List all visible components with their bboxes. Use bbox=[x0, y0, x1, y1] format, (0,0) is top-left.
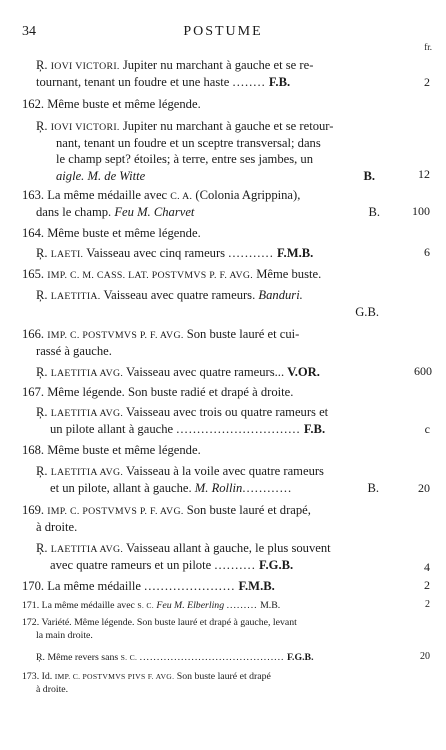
entry-171: 171. La même médaille avec S. C. Feu M. Elberling ......... M.B. bbox=[22, 600, 281, 611]
entry-170: 170. La même médaille ...................... F.M.B. bbox=[22, 579, 275, 593]
reverse-entry-jupiter-2: Ŗ. IOVI VICTORI. Jupiter nu marchant à gauche et se retour- nant, tenant un foudre et un sceptre transversal; dans le champ sept? étoiles; à terre, entre ses jambes, un aigle. M. de Witte B. bbox=[36, 119, 375, 183]
price: 600 bbox=[414, 364, 432, 378]
reverse-entry-laetitia-banduri: Ŗ. LAETITIA. Vaisseau avec quatre rameurs. Banduri. G.B. bbox=[36, 288, 379, 319]
entry-172: 172. Variété. Même légende. Son buste lauré et drapé à gauche, levant la main droite. bbox=[22, 617, 297, 641]
price: 20 bbox=[420, 651, 430, 662]
entry-164: 164. Même buste et même légende. bbox=[22, 226, 201, 240]
reverse-entry-laeti: Ŗ. LAETI. Vaisseau avec cinq rameurs ........... F.M.B. bbox=[36, 246, 314, 260]
rev-marker: Ŗ. bbox=[36, 58, 48, 72]
price: 2 bbox=[424, 578, 430, 592]
price: 2 bbox=[425, 599, 430, 610]
entry-167: 167. Même légende. Son buste radié et drapé à droite. bbox=[22, 385, 294, 399]
reverse-entry-laetitia-pilot: Ŗ. LAETITIA AVG. Vaisseau avec trois ou quatre rameurs et un pilote allant à gauche .............................. F.B. bbox=[36, 405, 329, 436]
price: 12 bbox=[418, 167, 430, 181]
reverse-entry-meme-revers: Ŗ. Même revers sans S. C. .......................................... F.G.B. bbox=[36, 652, 314, 663]
price: 100 bbox=[412, 204, 430, 218]
entry-168: 168. Même buste et même légende. bbox=[22, 443, 201, 457]
price: 20 bbox=[418, 481, 430, 495]
entry-163: 163. La même médaille avec C. A. (Colonia Agrippina), dans le champ. Feu M. Charvet B. bbox=[22, 188, 380, 219]
page-number: 34 bbox=[22, 24, 36, 39]
price: 6 bbox=[424, 245, 430, 259]
reverse-entry-jupiter-1: Ŗ. IOVI VICTORI. Jupiter nu marchant à gauche et se re- tournant, tenant un foudre et une haste ........ F.B. bbox=[36, 58, 314, 89]
reverse-entry-laetitia-gold: Ŗ. LAETITIA AVG. Vaisseau avec quatre rameurs... V.OR. bbox=[36, 365, 320, 379]
reverse-entry-laetitia-ship: Ŗ. LAETITIA AVG. Vaisseau allant à gauche, le plus souvent avec quatre rameurs et un pilote .......... F.G.B. bbox=[36, 541, 331, 572]
price: 2 bbox=[424, 75, 430, 89]
page-title: POSTUME bbox=[183, 24, 263, 39]
reverse-entry-laetitia-rollin: Ŗ. LAETITIA AVG. Vaisseau à la voile avec quatre rameurs et un pilote, allant à gauche. M. Rollin............ B. bbox=[36, 464, 379, 495]
entry-169: 169. IMP. C. POSTVMVS P. F. AVG. Son buste lauré et drapé, à droite. bbox=[22, 503, 311, 534]
price: 4 bbox=[424, 560, 430, 574]
entry-173: 173. Id. IMP. C. POSTVMVS PIVS F. AVG. Son buste lauré et drapé à droite. bbox=[22, 671, 271, 695]
currency-header: fr. bbox=[424, 42, 432, 52]
entry-166: 166. IMP. C. POSTVMVS P. F. AVG. Son buste lauré et cui- rassé à gauche. bbox=[22, 327, 300, 358]
price: c bbox=[424, 422, 430, 436]
entry-162: 162. Même buste et même légende. bbox=[22, 97, 201, 111]
entry-165: 165. IMP. C. M. CASS. LAT. POSTVMVS P. F. AVG. Même buste. bbox=[22, 267, 322, 281]
